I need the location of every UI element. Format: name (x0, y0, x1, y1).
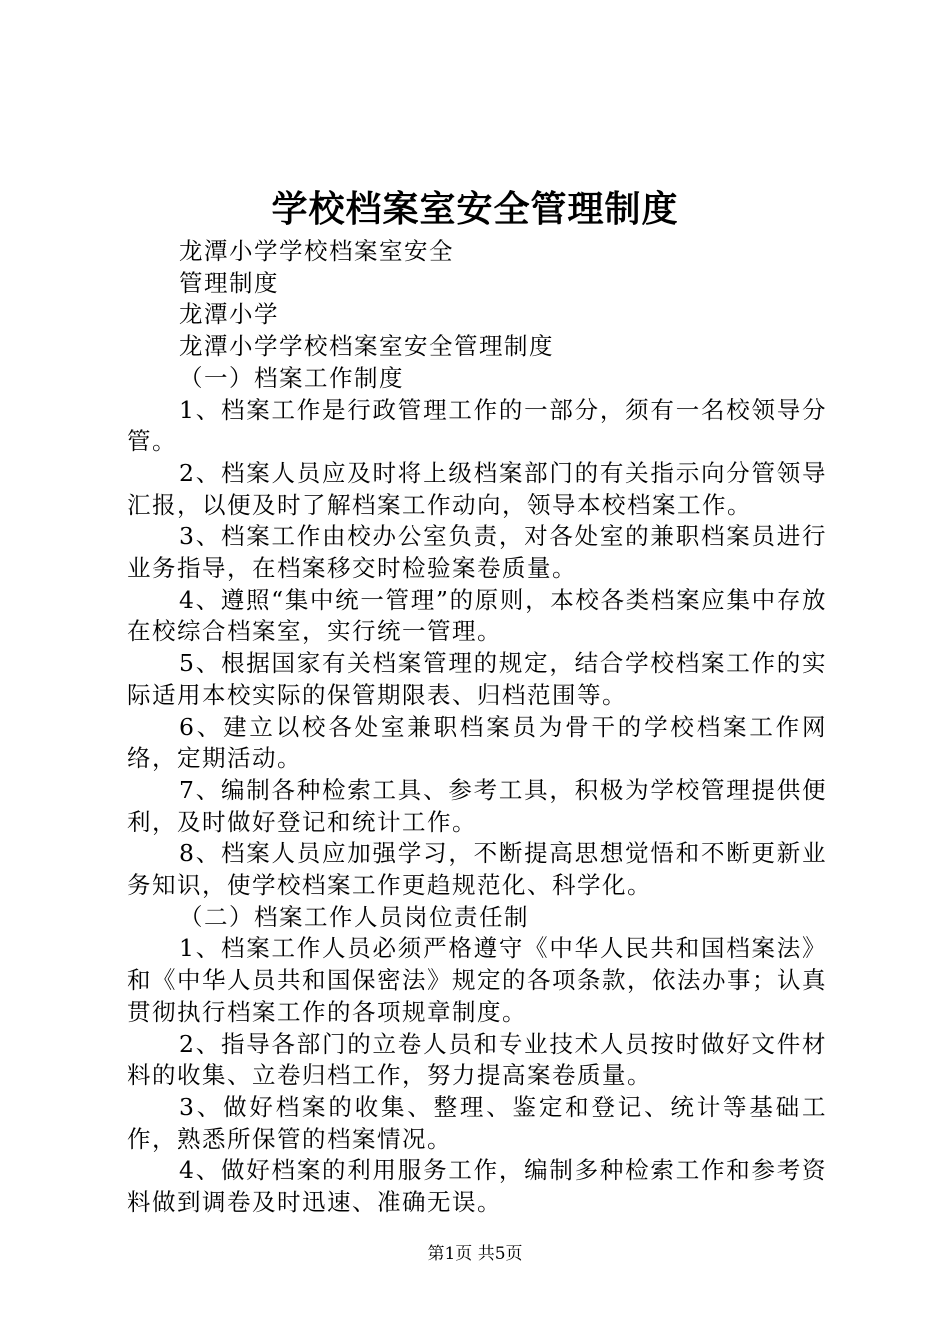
section-heading: （二）档案工作人员岗位责任制 (179, 902, 529, 931)
paragraph: 1、档案工作人员必须严格遵守《中华人民共和国档案法》和《中华人员共和国保密法》规定的各项条款，依法办事；认真贯彻执行档案工作的各项规章制度。 (127, 934, 827, 1026)
paragraph: 6、建立以校各处室兼职档案员为骨干的学校档案工作网络，定期活动。 (127, 712, 827, 773)
paragraph: 5、根据国家有关档案管理的规定，结合学校档案工作的实际适用本校实际的保管期限表、归档范围等。 (127, 649, 827, 709)
paragraph: 2、档案人员应及时将上级档案部门的有关指示向分管领导汇报，以便及时了解档案工作动向，领导本校档案工作。 (127, 458, 827, 519)
paragraph: 8、档案人员应加强学习，不断提高思想觉悟和不断更新业务知识，使学校档案工作更趋规范化、科学化。 (127, 839, 827, 900)
page-number-footer: 第1页 共5页 (427, 1244, 523, 1264)
paragraph: 3、做好档案的收集、整理、鉴定和登记、统计等基础工作，熟悉所保管的档案情况。 (127, 1092, 827, 1153)
paragraph: 4、做好档案的利用服务工作，编制多种检索工作和参考资料做到调卷及时迅速、准确无误。 (127, 1156, 827, 1217)
paragraph: 2、指导各部门的立卷人员和专业技术人员按时做好文件材料的收集、立卷归档工作，努力提高案卷质量。 (127, 1029, 827, 1090)
paragraph: 管理制度 (179, 268, 279, 297)
document-title: 学校档案室安全管理制度 (271, 188, 679, 230)
paragraph: 3、档案工作由校办公室负责，对各处室的兼职档案员进行业务指导，在档案移交时检验案卷质量。 (127, 522, 827, 583)
paragraph: 4、遵照“集中统一管理”的原则，本校各类档案应集中存放在校综合档案室，实行统一管理。 (127, 585, 827, 646)
section-heading: （一）档案工作制度 (179, 363, 404, 392)
paragraph: 1、档案工作是行政管理工作的一部分，须有一名校领导分管。 (127, 395, 827, 456)
paragraph: 7、编制各种检索工具、参考工具，积极为学校管理提供便利，及时做好登记和统计工作。 (127, 775, 827, 836)
paragraph: 龙潭小学学校档案室安全管理制度 (179, 332, 554, 361)
document-body (127, 236, 827, 1219)
paragraph: 龙潭小学学校档案室安全 (179, 237, 454, 265)
paragraph: 龙潭小学 (179, 300, 279, 329)
